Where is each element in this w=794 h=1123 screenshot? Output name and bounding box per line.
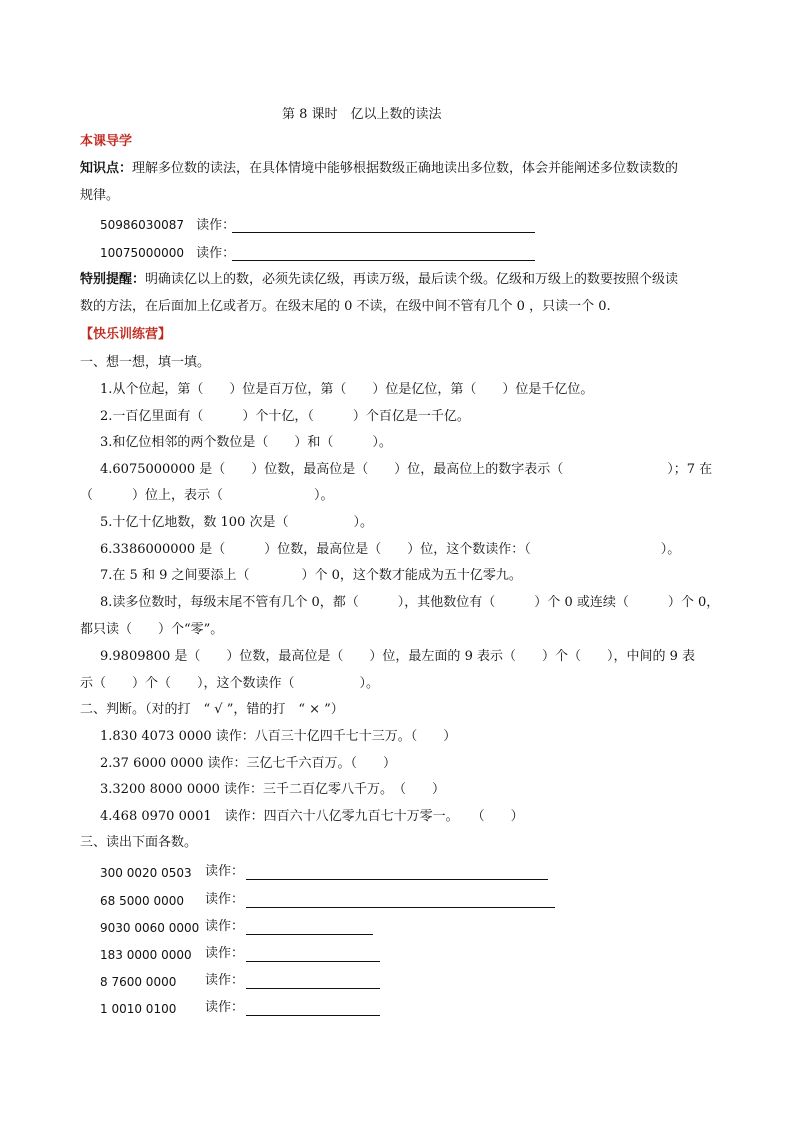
knowledge-label: 知识点： — [80, 161, 133, 176]
tip-line-1 — [80, 271, 678, 289]
read-label: 读作： — [205, 892, 245, 907]
question-line: 3.和亿位相邻的两个数位是（ ）和（ ）。 — [100, 435, 392, 450]
answer-line[interactable] — [246, 975, 380, 989]
knowledge-line-2: 规律。 — [80, 188, 120, 203]
read-label: 读作： — [205, 919, 245, 934]
question-line: 4.6075000000 是（ ）位数，最高位是（ ）位，最高位上的数字表示（ ）；7 在 — [100, 462, 713, 477]
section3-heading: 三、读出下面各数。 — [80, 835, 198, 850]
section2-heading: 二、判断。（对的打 “ √ ”，错的打 “ × ”） — [80, 702, 344, 717]
camp-heading: 【快乐训练营】 — [80, 327, 172, 342]
section1-heading: 一、想一想，填一填。 — [80, 355, 211, 370]
read-label: 读作： — [205, 864, 245, 879]
read-label: 读作： — [205, 946, 245, 961]
tip-text-1: 明确读亿以上的数，必须先读亿级，再读万级，最后读个级。亿级和万级上的数要按照个级读 — [145, 272, 679, 287]
answer-line[interactable] — [246, 921, 373, 935]
judge-line: 2.37 6000 0000 读作：三亿七千六百万。（ ） — [100, 756, 397, 771]
example-row — [100, 244, 235, 263]
answer-line[interactable] — [246, 866, 548, 880]
answer-line[interactable] — [246, 1002, 380, 1016]
read-number: 1 0010 0100 — [100, 1002, 177, 1016]
answer-line[interactable] — [246, 894, 555, 908]
judge-line: 3.3200 8000 0000 读作：三千二百亿零八千万。 （ ） — [100, 782, 446, 797]
read-number: 183 0000 0000 — [100, 948, 192, 962]
question-line: 9.9809800 是（ ）位数，最高位是（ ）位，最左面的 9 表示（ ）个（ ），中间的 9 表 — [100, 649, 696, 664]
read-number: 9030 0060 0000 — [100, 921, 200, 935]
example-row — [100, 216, 235, 235]
answer-line[interactable] — [232, 247, 535, 261]
read-number: 300 0020 0503 — [100, 866, 192, 880]
read-label: 读作： — [196, 246, 236, 261]
judge-line: 4.468 0970 0001 读作：四百六十八亿零九百七十万零一。 （ ） — [100, 809, 524, 824]
example-number: 10075000000 — [100, 246, 184, 260]
read-number: 8 7600 0000 — [100, 975, 177, 989]
judge-line: 1.830 4073 0000 读作：八百三十亿四千七十三万。（ ） — [100, 729, 457, 744]
answer-line[interactable] — [246, 948, 380, 962]
tip-label: 特别提醒： — [80, 272, 146, 287]
question-line: 都只读（ ）个“零”。 — [80, 622, 224, 637]
example-number: 50986030087 — [100, 218, 184, 232]
question-line: 示（ ）个（ ），这个数读作（ ）。 — [80, 676, 380, 691]
question-line: 1.从个位起，第（ ）位是百万位，第（ ）位是亿位，第（ ）位是千亿位。 — [100, 382, 594, 397]
read-label: 读作： — [205, 973, 245, 988]
answer-line[interactable] — [232, 219, 535, 233]
question-line: （ ）位上，表示（ ）。 — [80, 488, 334, 503]
guide-heading: 本课导学 — [80, 134, 133, 149]
question-line: 5.十亿十亿地数，数 100 次是（ ）。 — [100, 515, 373, 530]
read-number: 68 5000 0000 — [100, 894, 184, 908]
read-label: 读作： — [205, 1000, 245, 1015]
question-line: 8.读多位数时，每级末尾不管有几个 0，都（ ），其他数位有（ ）个 0 或连续（ ）个 0， — [100, 595, 720, 610]
tip-line-2: 数的方法，在后面加上亿或者万。在级末尾的 0 不读，在级中间不管有几个 0 ，只读一个 0. — [80, 299, 611, 314]
question-line: 6.3386000000 是（ ）位数，最高位是（ ）位，这个数读作：（ ）。 — [100, 542, 681, 557]
knowledge-line-1 — [80, 160, 678, 178]
knowledge-text-1: 理解多位数的读法，在具体情境中能够根据数级正确地读出多位数，体会并能阐述多位数读数的 — [132, 161, 679, 176]
read-label: 读作： — [196, 218, 236, 233]
page-title: 第 8 课时 亿以上数的读法 — [282, 107, 442, 122]
question-line: 7.在 5 和 9 之间要添上（ ）个 0，这个数才能成为五十亿零九。 — [100, 568, 522, 583]
question-line: 2.一百亿里面有（ ）个十亿，（ ）个百亿是一千亿。 — [100, 409, 470, 424]
